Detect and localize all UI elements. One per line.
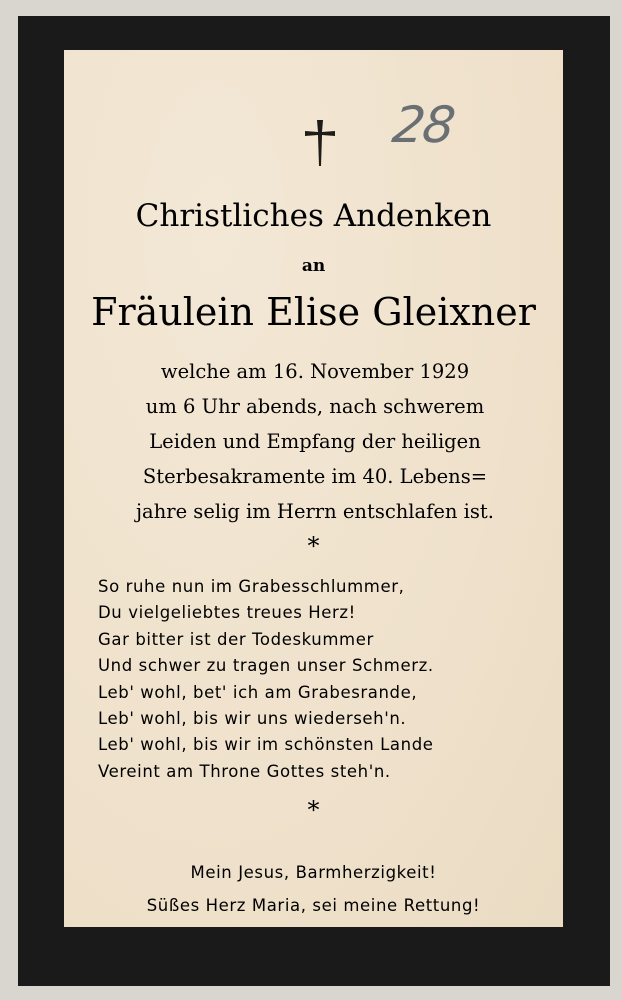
heading: Christliches Andenken [135,198,492,234]
poem-line: Und schwer zu tragen unser Schmerz. [98,656,434,676]
deceased-name: Fräulein Elise Gleixner [91,290,536,334]
announcement-line: welche am 16. November 1929 [160,360,470,383]
poem-line: So ruhe nun im Grabesschlummer, [98,577,405,596]
closing-line: Süßes Herz Maria, sei meine Rettung! [146,896,481,915]
announcement-line: jahre selig im Herrn entschlafen ist. [136,500,494,523]
poem-line: Leb' wohl, bis wir im schönsten Lande [98,735,434,755]
poem-line: Vereint am Throne Gottes steh'n. [98,761,391,781]
poem-line: Leb' wohl, bis wir uns wiederseh'n. [98,709,407,729]
handwritten-number: 28 [389,96,457,154]
poem-line: Leb' wohl, bet' ich am Grabesrande, [98,682,418,702]
cross-icon [302,118,338,168]
announcement-line: Leiden und Empfang der heiligen [149,430,481,453]
poem-line: Du vielgeliebtes treues Herz! [98,603,356,623]
separator-star: * [307,796,320,824]
connector-text: an [301,256,326,276]
separator-star: * [307,532,320,560]
closing-line: Mein Jesus, Barmherzigkeit! [190,863,437,882]
poem-line: Gar bitter ist der Todeskummer [98,629,374,649]
poem [98,574,538,785]
announcement-text [120,354,510,529]
announcement-line: um 6 Uhr abends, nach schwerem [145,395,485,418]
announcement-line: Sterbesakramente im 40. Lebens= [142,465,488,488]
closing-prayer [64,856,563,922]
